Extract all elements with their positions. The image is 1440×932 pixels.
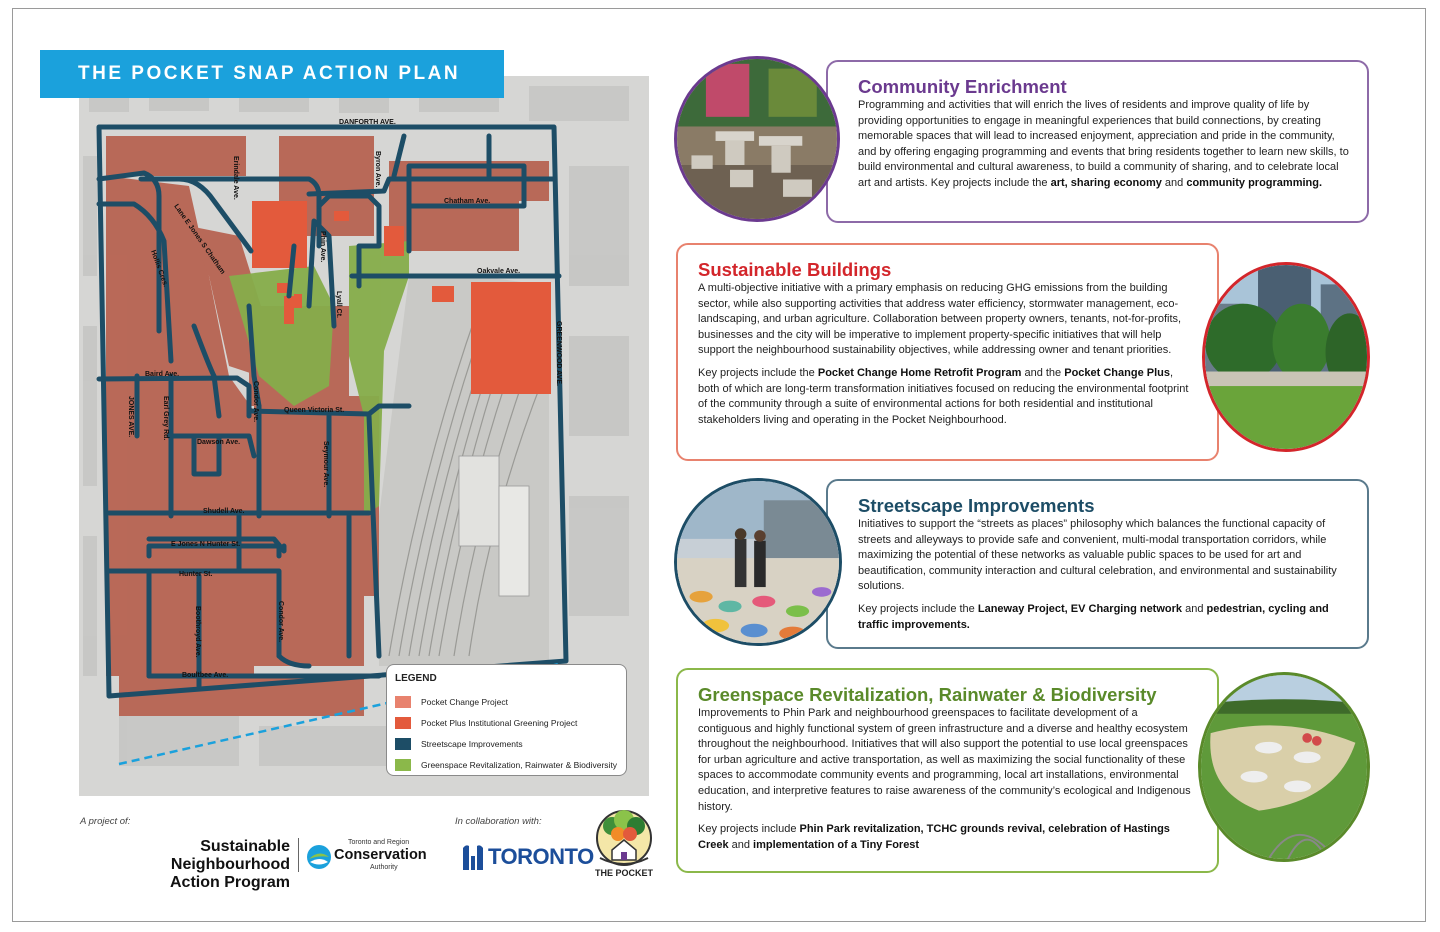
sustainable-buildings-para-2 (698, 366, 1191, 428)
sustainable-buildings-card (676, 243, 1219, 461)
streetscape-key-pedestrian: pedestrian, cycling and traffic improvements. (858, 602, 1329, 631)
the-pocket-logo (592, 808, 656, 882)
street-label-danforth: DANFORTH AVE. (339, 119, 396, 126)
street-label-jones: JONES AVE. (127, 396, 134, 438)
snap-line-1: Sustainable Neighbourhood (170, 838, 290, 873)
greenspace-title: Greenspace Revitalization, Rainwater & Biodiversity (698, 684, 1157, 705)
trca-big-text: Conservation (334, 847, 427, 863)
street-label-byron: Byron Ave. (374, 151, 381, 188)
streetscape-card (826, 479, 1369, 649)
buildings-photo (1202, 262, 1370, 452)
street-label-queen-victoria: Queen Victoria St. (284, 407, 345, 414)
toronto-city-hall-icon (462, 842, 484, 870)
trca-logo (306, 838, 427, 874)
buildings-key-plus: Pocket Change Plus (1064, 366, 1170, 379)
street-label-condor-2: Condor Ave. (277, 601, 284, 643)
street-label-baird: Baird Ave. (145, 371, 180, 378)
streetscape-p2-text: Key projects include the (858, 602, 978, 615)
trca-authority-text: Authority (370, 864, 398, 871)
greenspace-card (676, 668, 1219, 873)
community-enrichment-card (826, 60, 1369, 223)
street-label-earl-grey: Earl Grey Rd. (162, 396, 169, 441)
community-photo (674, 56, 840, 222)
page-title: THE POCKET SNAP ACTION PLAN (78, 63, 461, 84)
street-label-e-jones-hunter: E Jones N Hunter St. (171, 541, 241, 548)
page-title-banner (40, 50, 504, 98)
trca-emblem-icon (306, 844, 332, 870)
street-label-hunter: Hunter St. (179, 571, 213, 578)
community-photo-image (677, 59, 837, 219)
street-label-erindale: Erindale Ave. (232, 156, 239, 200)
community-body-text: Programming and activities that will enrich the lives of residents and improve quality of life by providing opportunities to engage in meaningful experiences that build connections, by creating memorable spaces that will lead to increased enjoyment, appreciation and pride in the community, and by offering engaging programming and events that bring residents together to learn new skills, to build environmental and cultural awareness, to build a community of sharing, and to celebrate local art and artists. Key projects include the (858, 99, 1349, 189)
greenspace-para-2 (698, 822, 1191, 853)
buildings-photo-image (1205, 265, 1367, 449)
greenspace-p2-and: and (728, 838, 754, 851)
street-label-lane-chatham: Lane E Jones S Chatham (172, 203, 227, 276)
street-label-chatham: Chatham Ave. (444, 198, 491, 205)
legend-swatch (395, 696, 411, 708)
legend-item-greenspace (395, 754, 618, 775)
footer-divider (298, 838, 299, 872)
street-label-shudell: Shudell Ave. (203, 508, 245, 515)
legend-label: Pocket Change Project (421, 696, 508, 707)
legend-label: Streetscape Improvements (421, 738, 523, 749)
greenspace-p2-text: Key projects include (698, 823, 800, 836)
legend-swatch (395, 738, 411, 750)
toronto-wordmark: TORONTO (488, 844, 594, 869)
community-body-and: and (1161, 176, 1187, 189)
street-label-dawson: Dawson Ave. (197, 439, 241, 446)
streetscape-p2-and: and (1182, 602, 1207, 615)
streetscape-photo (674, 478, 842, 646)
buildings-p2-rest: , both of which are long-term transformation initiatives focused on reducing the environmental footprint of the community through a suite of environmental actions for both residential and institutional stakeholders living and operating in the Pocket Neighbourhood. (698, 366, 1189, 426)
street-label-lyall: Lyall Ct. (335, 291, 342, 318)
greenspace-key-phin: Phin Park revitalization, TCHC grounds revival, celebration of Hastings Creek (698, 823, 1170, 851)
toronto-logo (462, 842, 594, 870)
sustainable-buildings-title: Sustainable Buildings (698, 259, 892, 280)
streetscape-para-2 (858, 602, 1353, 633)
street-label-seymour: Seymour Ave. (322, 441, 329, 488)
community-key-programming: community programming. (1186, 176, 1323, 189)
map-legend (386, 664, 627, 776)
sustainable-buildings-para-1: A multi-objective initiative with a primary emphasis on reducing GHG emissions from the building sector, while also supporting activities that address water efficiency, stormwater management, eco-landscaping, and urban agriculture. Collaboration between property owners, tenants, not-for-profits, businesses and the city will be imperative to implement property-specific initiatives that will help support the neighbourhood sustainability objectives, while addressing owner and tenant priorities. (698, 282, 1182, 357)
legend-item-pocket-plus (395, 712, 618, 733)
legend-swatch (395, 759, 411, 771)
greenspace-key-tiny-forest: implementation of a Tiny Forest (753, 838, 920, 851)
buildings-p2-and: and the (1021, 366, 1065, 379)
street-label-hollis: Hollis Cres. (149, 249, 169, 288)
streetscape-para-1: Initiatives to support the “streets as places” philosophy which balances the functional capacity of streets and alleyways to provide safe and convenient, multi-modal transportation corridors, while maximizing the potential of these networks as valuable public spaces to be used for art and beautification, community interaction and cultural celebration, and environmental and sustainability solutions. (858, 518, 1337, 593)
streetscape-title: Streetscape Improvements (858, 495, 1095, 516)
street-label-condor: Condor Ave. (252, 381, 259, 423)
community-enrichment-title: Community Enrichment (858, 76, 1067, 97)
street-label-boothroyd: Boothroyd Ave. (194, 606, 201, 658)
legend-swatch (395, 717, 411, 729)
project-of-label: A project of: (80, 816, 131, 827)
streetscape-key-laneway: Laneway Project, EV Charging network (977, 602, 1183, 615)
community-enrichment-body (858, 98, 1353, 192)
streetscape-photo-image (677, 481, 839, 643)
legend-item-pocket-change (395, 691, 618, 712)
the-pocket-logo-text: THE POCKET (594, 868, 653, 878)
street-label-boultbee: Boultbee Ave. (182, 672, 229, 679)
snap-logo-text (80, 838, 290, 892)
trca-small-text: Toronto and Region (348, 839, 410, 846)
legend-label: Greenspace Revitalization, Rainwater & Biodiversity (421, 759, 618, 770)
street-label-oakvale: Oakvale Ave. (477, 268, 521, 275)
community-key-art: art, sharing economy (1050, 176, 1162, 189)
legend-title: LEGEND (395, 673, 437, 684)
street-label-greenwood: GREENWOOD AVE. (555, 321, 562, 386)
snap-line-2: Action Program (169, 874, 290, 891)
legend-label: Pocket Plus Institutional Greening Project (421, 717, 578, 728)
street-label-phin: Phin Ave. (319, 231, 326, 263)
greenspace-para-1: Improvements to Phin Park and neighbourhood greenspaces to facilitate development of a contiguous and highly functional system of green infrastructure and a diverse and healthy ecosystem throughout the neighbourhood. Initiatives that will also support the potential to use local greenspaces for urban agriculture and active transportation, as well as maximizing the social functionality of these spaces to accommodate community events and programming, local art installations, environmental education, and interpretive features to raise awareness of the community’s ecological and Indigenous history. (698, 707, 1191, 813)
buildings-p2-text: Key projects include the (698, 366, 818, 379)
collab-label: In collaboration with: (455, 816, 542, 827)
legend-item-streetscape (395, 733, 618, 754)
greenspace-photo-image (1201, 675, 1367, 859)
buildings-key-retrofit: Pocket Change Home Retrofit Program (817, 366, 1022, 379)
greenspace-photo (1198, 672, 1370, 862)
